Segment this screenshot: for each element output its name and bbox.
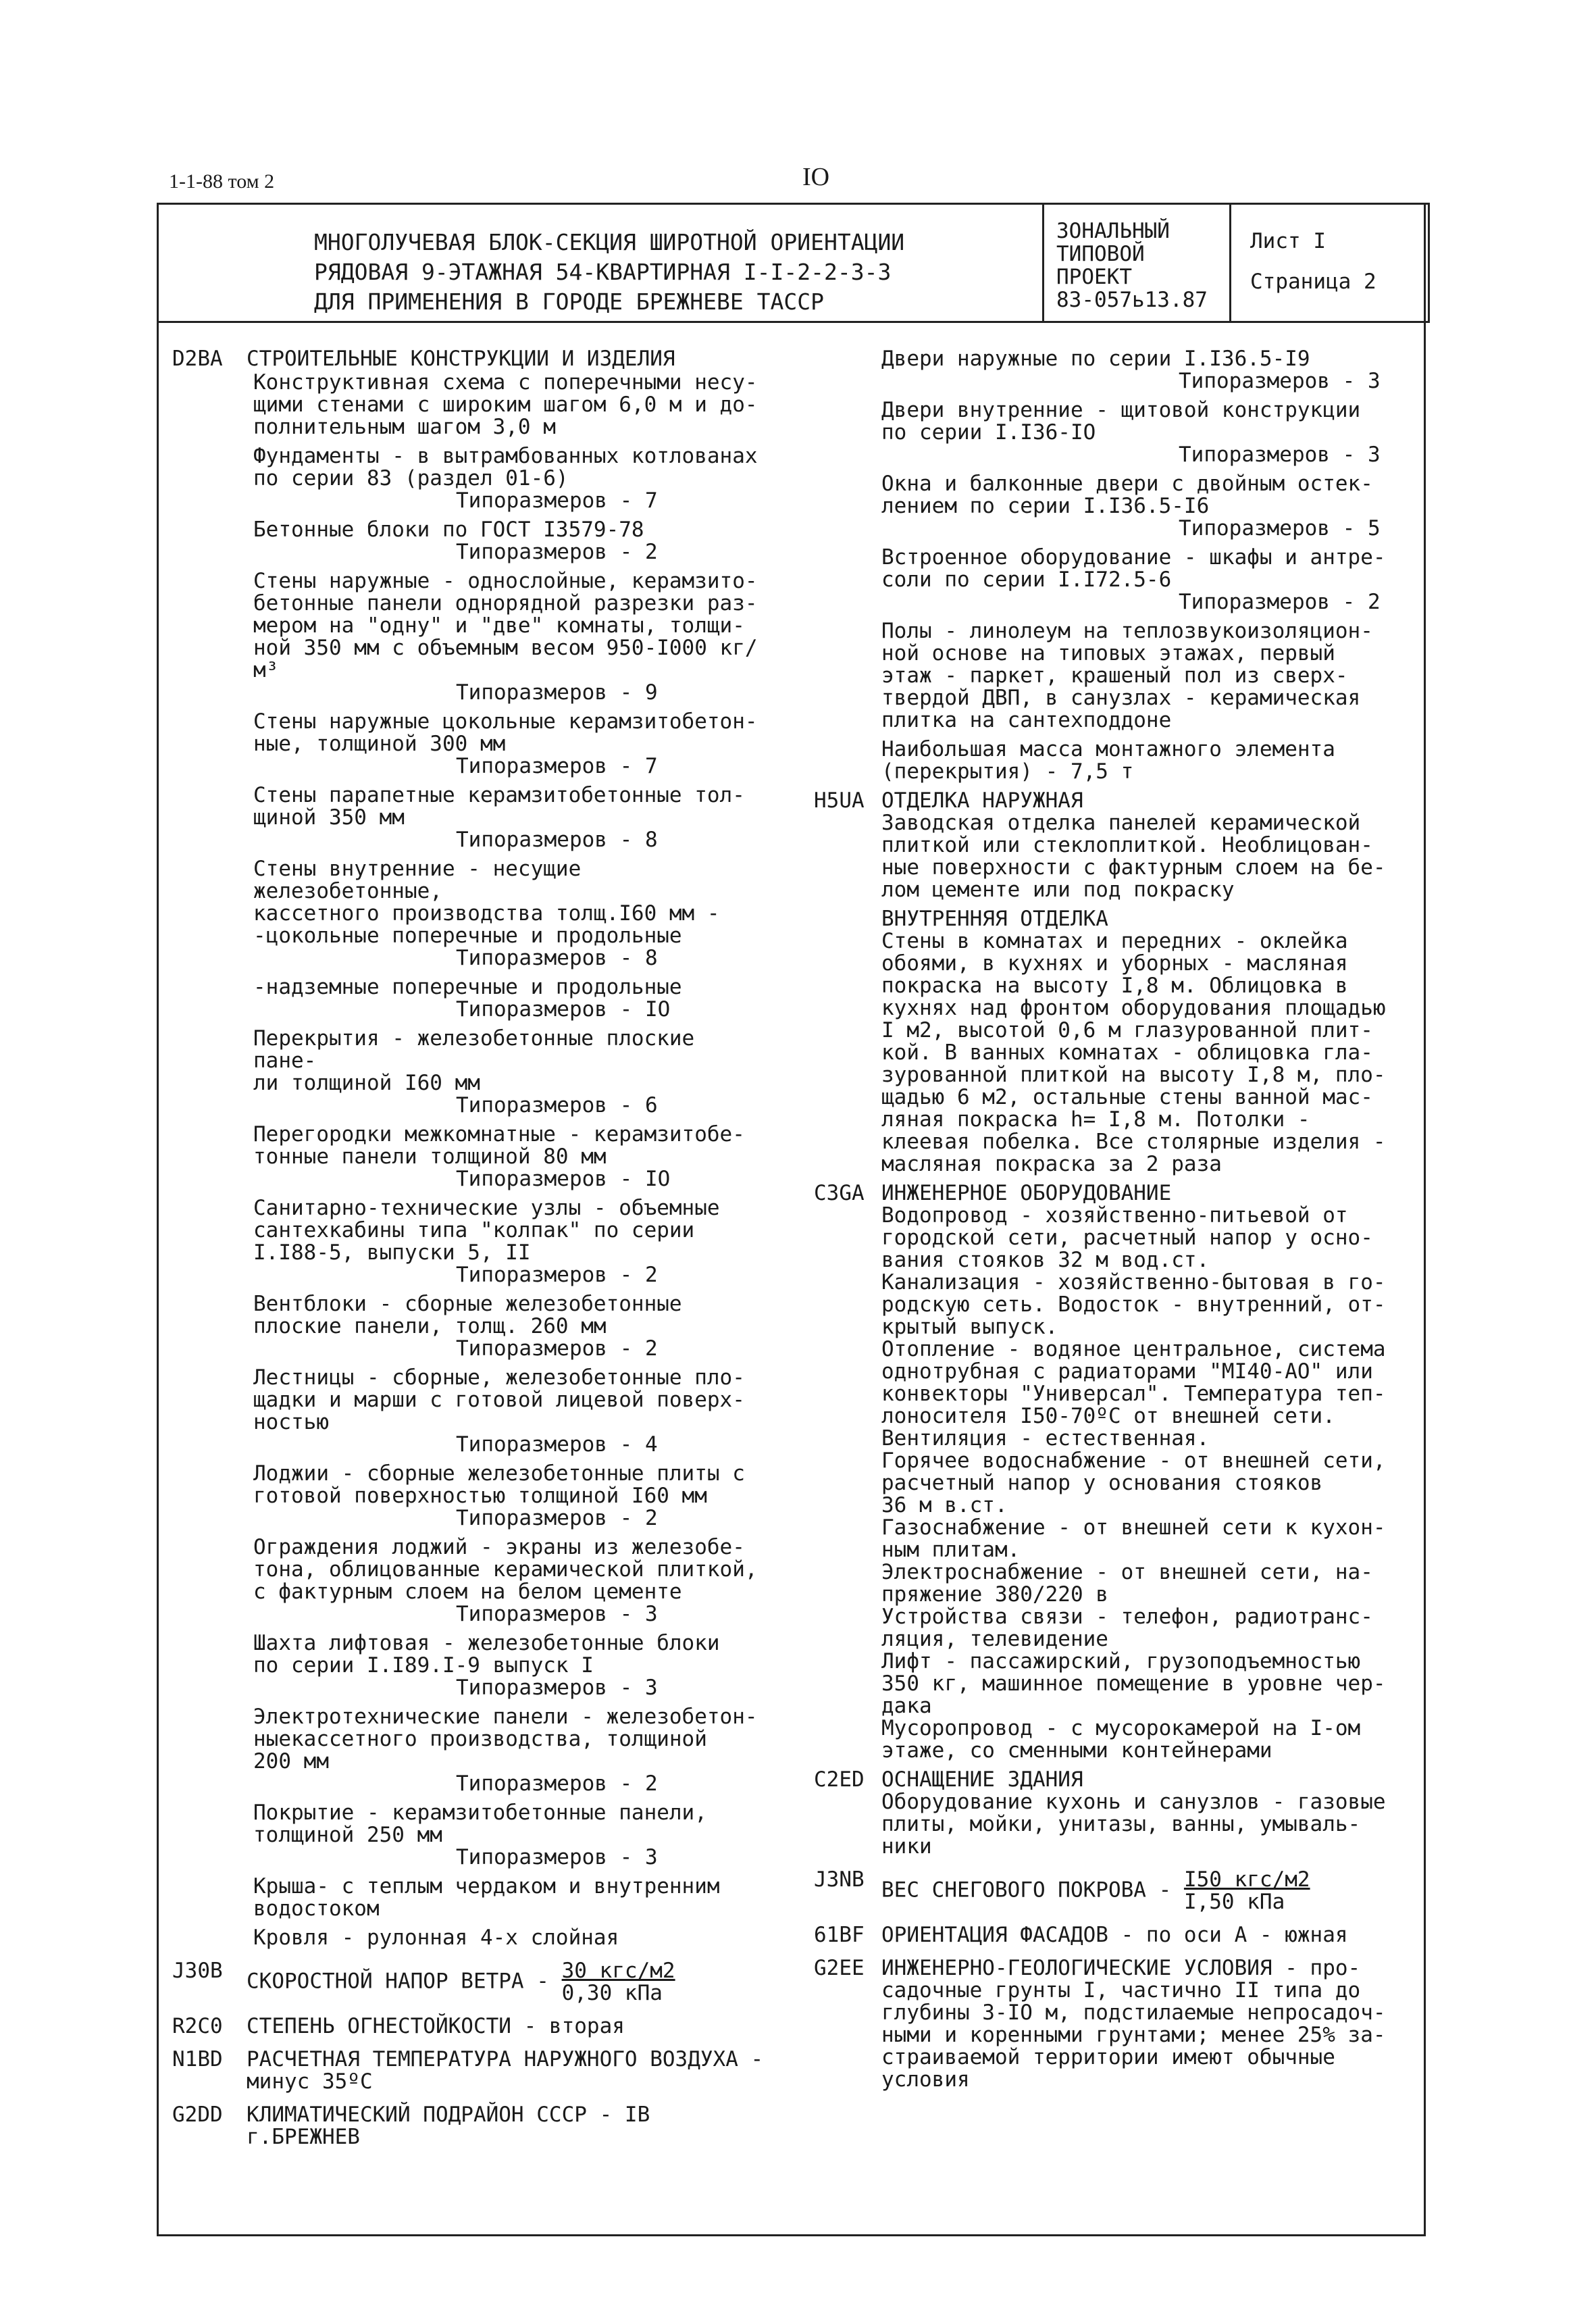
spec-item-text: Стены парапетные керамзитобетонные тол- щиной 350 мм	[253, 783, 745, 830]
section-code: N1BD	[172, 2047, 223, 2071]
spec-item	[172, 1463, 767, 1530]
temperature-section	[172, 2048, 767, 2093]
spec-item-text: Кровля - рулонная 4-х слойная	[253, 1926, 619, 1950]
size-count: Типоразмеров - 6	[456, 1093, 658, 1117]
wind-value	[562, 1960, 675, 2005]
section-title: ОТДЕЛКА НАРУЖНАЯ	[881, 788, 1083, 813]
spec-item	[172, 784, 767, 851]
spec-item	[172, 1706, 767, 1795]
left-column	[172, 348, 767, 2150]
section-code: D2BA	[172, 347, 223, 371]
wind-label: СКОРОСТНОЙ НАПОР ВЕТРА -	[247, 1969, 549, 1994]
spec-item-text: Ограждения лоджий - экраны из железобе- тона, облицованные керамической плиткой, с фактурным слоем на белом цементе	[253, 1535, 758, 1604]
sheet-frame	[157, 203, 1426, 2236]
section-code: J30B	[172, 1959, 223, 1983]
project-line: ЗОНАЛЬНЫЙ	[1056, 219, 1170, 243]
section-code: J3NB	[814, 1867, 865, 1892]
wind-value-kpa: 0,30 кПа	[561, 1981, 663, 2005]
constructions-section	[172, 348, 767, 370]
page-label: Страница 2	[1250, 270, 1376, 294]
spec-item	[172, 711, 767, 778]
spec-item-text: Конструктивная схема с поперечными несу- щими стенами с широким шагом 6,0 м и до- полнительным шагом 3,0 м	[253, 370, 758, 439]
spec-item-text: -надземные поперечные и продольные	[253, 975, 682, 999]
wind-line	[172, 1960, 767, 2005]
section-code: H5UA	[814, 788, 865, 813]
spec-item-text: Наибольшая масса монтажного элемента (перекрытия) - 7,5 т	[881, 737, 1335, 784]
wind-section	[172, 1960, 767, 2005]
spec-item-text: Встроенное оборудование - шкафы и антре- соли по серии I.I72.5-6	[881, 545, 1386, 592]
section-title: СТРОИТЕЛЬНЫЕ КОНСТРУКЦИИ И ИЗДЕЛИЯ	[247, 347, 675, 371]
spec-item	[172, 1367, 767, 1456]
size-count: Типоразмеров - IO	[456, 997, 671, 1022]
spec-item	[172, 519, 767, 563]
spec-item	[172, 1876, 767, 1920]
equipment-text: Оборудование кухонь и санузлов - газовые плиты, мойки, унитазы, ванны, умываль- ники	[881, 1790, 1386, 1859]
size-count: Типоразмеров - 2	[456, 1263, 658, 1287]
size-count: Типоразмеров - 3	[456, 1676, 658, 1700]
spec-item	[881, 620, 1422, 732]
temperature-text: РАСЧЕТНАЯ ТЕМПЕРАТУРА НАРУЖНОГО ВОЗДУХА - минус 35ºС	[247, 2047, 764, 2094]
spec-item-text: Лоджии - сборные железобетонные плиты с готовой поверхностью толщиной I60 мм	[253, 1461, 745, 1508]
spec-item-text: Стены внутренние - несущие железобетонные, кассетного производства толщ.I60 мм - -цокольные поперечные и продольные	[253, 857, 720, 948]
size-count: Типоразмеров - 3	[1179, 443, 1381, 467]
spec-item-text: Вентблоки - сборные железобетонные плоские панели, толщ. 260 мм	[253, 1292, 682, 1338]
spec-item-text: Крыша- с теплым чердаком и внутренним водостоком	[253, 1874, 720, 1921]
spec-item	[881, 399, 1422, 466]
snow-value-kgs: I50 кгс/м2	[1183, 1867, 1310, 1892]
spec-item-text: Лестницы - сборные, железобетонные пло- щадки и марши с готовой лицевой поверх- ностью	[253, 1365, 745, 1434]
spec-item-text: Шахта лифтовая - железобетонные блоки по серии I.I89.I-9 выпуск I	[253, 1631, 720, 1678]
wind-value-kgs: 30 кгс/м2	[561, 1959, 675, 1983]
size-count: Типоразмеров - 2	[456, 1336, 658, 1361]
spec-item	[172, 1536, 767, 1626]
spec-item-text: Перегородки межкомнатные - керамзитобе- тонные панели толщиной 80 мм	[253, 1122, 745, 1169]
orientation-section	[814, 1923, 1422, 1947]
header-divider	[159, 321, 1424, 323]
spec-item-text: Санитарно-технические узлы - объемные сантехкабины типа "колпак" по серии I.I88-5, выпуски 5, II	[253, 1196, 720, 1265]
size-count: Типоразмеров - 2	[456, 1506, 658, 1530]
size-count: Типоразмеров - 9	[456, 680, 658, 705]
fire-text: СТЕПЕНЬ ОГНЕСТОЙКОСТИ - вторая	[247, 2014, 625, 2038]
section-code: C3GA	[814, 1181, 865, 1205]
section-title: ВНУТРЕННЯЯ ОТДЕЛКА	[881, 907, 1108, 931]
equipment-section	[814, 1767, 1422, 1859]
spec-item	[172, 372, 767, 438]
spec-item	[172, 445, 767, 512]
section-code: C2ED	[814, 1767, 865, 1792]
section-code: R2C0	[172, 2014, 223, 2038]
spec-item-text: Покрытие - керамзитобетонные панели, толщиной 250 мм	[253, 1801, 707, 1847]
spec-item	[172, 1927, 767, 1949]
spec-item	[172, 1293, 767, 1360]
inner-finish-section	[881, 908, 1422, 1176]
title-line: МНОГОЛУЧЕВАЯ БЛОК-СЕКЦИЯ ШИРОТНОЙ ОРИЕНТАЦИИ	[314, 229, 905, 255]
right-column	[814, 347, 1422, 2092]
spec-item	[172, 1802, 767, 1869]
spec-item	[172, 976, 767, 1021]
size-count: Типоразмеров - IO	[456, 1167, 671, 1191]
spec-item	[172, 1197, 767, 1286]
spec-item	[172, 858, 767, 970]
spec-item	[881, 473, 1422, 540]
spec-item-text: Окна и балконные двери с двойным остек- лением по серии I.I36.5-I6	[881, 472, 1373, 518]
snow-value	[1184, 1869, 1310, 1913]
spec-item-text: Двери наружные по серии I.I36.5-I9	[881, 347, 1310, 371]
outer-finish-section	[814, 788, 1422, 902]
size-count: Типоразмеров - 8	[456, 946, 658, 970]
title-line: РЯДОВАЯ 9-ЭТАЖНАЯ 54-КВАРТИРНАЯ I-I-2-2-3-3	[314, 259, 892, 285]
snow-label: ВЕС СНЕГОВОГО ПОКРОВА -	[881, 1878, 1172, 1903]
spec-item-text: Стены наружные - однослойные, керамзито- бетонные панели однорядной разрезки раз- мером на "одну" и "две" комнаты, толщи- ной 350 мм с объемным весом 950-I000 кг/м³	[253, 569, 758, 682]
spec-item	[172, 570, 767, 704]
project-number: 83-057ь13.87	[1056, 288, 1208, 312]
size-count: Типоразмеров - 8	[456, 828, 658, 852]
engineering-text: Водопровод - хозяйственно-питьевой от городской сети, расчетный напор у осно- вания стояков 32 м вод.ст. Канализация - хозяйственно-бытовая в го- родскую сеть. Водосток - внутренний, от- крытый выпуск. Отопление - водяное центральное, система однотрубная с радиаторами "MI40-AO" или конвекторы "Универсал". Температура теп- лоносителя I50-70ºС от внешней сети. Вентиляция - естественная. Горячее водоснабжение - от внешней сети, расчетный напор у основания стояков 36 м в.ст. Газоснабжение - от внешней сети к кухон- ным плитам. Электроснабжение - от внешней сети, на- пряжение 380/220 в Устройства связи - телефон, радиотранс- ляция, телевидение Лифт - пассажирский, грузоподъемностью 350 кг, машинное помещение в уровне чер- дака Мусоропровод - с мусорокамерой на I-ом этаже, со сменными контейнерами	[881, 1203, 1386, 1763]
section-title: ИНЖЕНЕРНОЕ ОБОРУДОВАНИЕ	[881, 1181, 1172, 1205]
spec-item	[881, 348, 1422, 393]
project-line: ТИПОВОЙ ПРОЕКТ	[1056, 242, 1145, 289]
spec-item-text: Фундаменты - в вытрамбованных котлованах по серии 83 (раздел 01-6)	[253, 444, 758, 491]
spec-item	[172, 1124, 767, 1190]
engineering-section	[814, 1181, 1422, 1763]
spec-item-text: Электротехнические панели - железобетон- ныекассетного производства, толщиной 200 мм	[253, 1705, 758, 1774]
geology-section	[814, 1956, 1422, 2092]
snow-line	[881, 1869, 1422, 1913]
size-count: Типоразмеров - 5	[1179, 516, 1381, 540]
title-line: ДЛЯ ПРИМЕНЕНИЯ В ГОРОДЕ БРЕЖНЕВЕ ТАССР	[314, 288, 824, 315]
size-count: Типоразмеров - 7	[456, 754, 658, 778]
spec-item	[881, 547, 1422, 613]
sheet-box	[1229, 203, 1430, 323]
spec-item-text: Перекрытия - железобетонные плоские пане- ли толщиной I60 мм	[253, 1026, 695, 1095]
document-code: 1-1-88 том 2	[169, 170, 275, 193]
spec-item-text: Бетонные блоки по ГОСТ I3579-78	[253, 518, 644, 542]
constructions-list	[172, 372, 767, 1949]
snow-section	[814, 1867, 1422, 1914]
size-count: Типоразмеров - 4	[456, 1432, 658, 1457]
size-count: Типоразмеров - 2	[1179, 590, 1381, 614]
climate-section	[172, 2104, 767, 2148]
project-box	[1042, 203, 1231, 323]
climate-text: КЛИМАТИЧЕСКИЙ ПОДРАЙОН СССР - IВ г.БРЕЖНЕВ	[247, 2103, 650, 2149]
fire-section	[172, 2015, 767, 2038]
page-number: IO	[802, 163, 830, 191]
sheet-label: Лист I	[1250, 229, 1326, 253]
orientation-text: ОРИЕНТАЦИЯ ФАСАДОВ - по оси А - южная	[881, 1923, 1348, 1947]
spec-item-text: Двери внутренние - щитовой конструкции по серии I.I36-IO	[881, 398, 1361, 445]
size-count: Типоразмеров - 2	[456, 1771, 658, 1796]
spec-item	[172, 1632, 767, 1699]
section-title: ОСНАЩЕНИЕ ЗДАНИЯ	[881, 1767, 1083, 1792]
size-count: Типоразмеров - 3	[456, 1845, 658, 1869]
spec-item	[172, 1028, 767, 1117]
outer-finish-text: Заводская отделка панелей керамической плиткой или стеклоплиткой. Необлицован- ные поверхности с фактурным слоем на бе- лом цементе или под покраску	[881, 811, 1386, 902]
section-code: G2EE	[814, 1956, 865, 1980]
size-count: Типоразмеров - 3	[1179, 369, 1381, 393]
section-code: G2DD	[172, 2103, 223, 2127]
size-count: Типоразмеров - 7	[456, 488, 658, 513]
geology-text: ИНЖЕНЕРНО-ГЕОЛОГИЧЕСКИЕ УСЛОВИЯ - про- садочные грунты I, частично II типа до глубины 3-IO м, подстилаемые непросадоч- ными и коренными грунтами; менее 25% за- страиваемой территории имеют обычные условия	[881, 1956, 1386, 2092]
inner-finish-text: Стены в комнатах и передних - оклейка обоями, в кухнях и уборных - масляная покраска на высоту I,8 м. Облицовка в кухнях над фронтом оборудования площадью I м2, высотой 0,6 м глазурованной плит- кой. В ванных комнатах - облицовка гла- зурованной плиткой на высоту I,8 м, пло- щадью 6 м2, остальные стены ванной мас- ляная покраска h= I,8 м. Потолки - клеевая побелка. Все столярные изделия - масляная покраска за 2 раза	[881, 929, 1386, 1176]
size-count: Типоразмеров - 2	[456, 540, 658, 564]
size-count: Типоразмеров - 3	[456, 1602, 658, 1626]
elements-list	[881, 348, 1422, 783]
section-code: 61BF	[814, 1923, 865, 1947]
spec-item-text: Полы - линолеум на теплозвукоизоляцион- ной основе на типовых этажах, первый этаж - паркет, крашеный пол из сверх- твердой ДВП, в санузлах - керамическая плитка на сантехподдоне	[881, 619, 1373, 732]
snow-value-kpa: I,50 кПа	[1183, 1890, 1285, 1914]
spec-item-text: Стены наружные цокольные керамзитобетон- ные, толщиной 300 мм	[253, 709, 758, 756]
spec-item	[881, 738, 1422, 783]
